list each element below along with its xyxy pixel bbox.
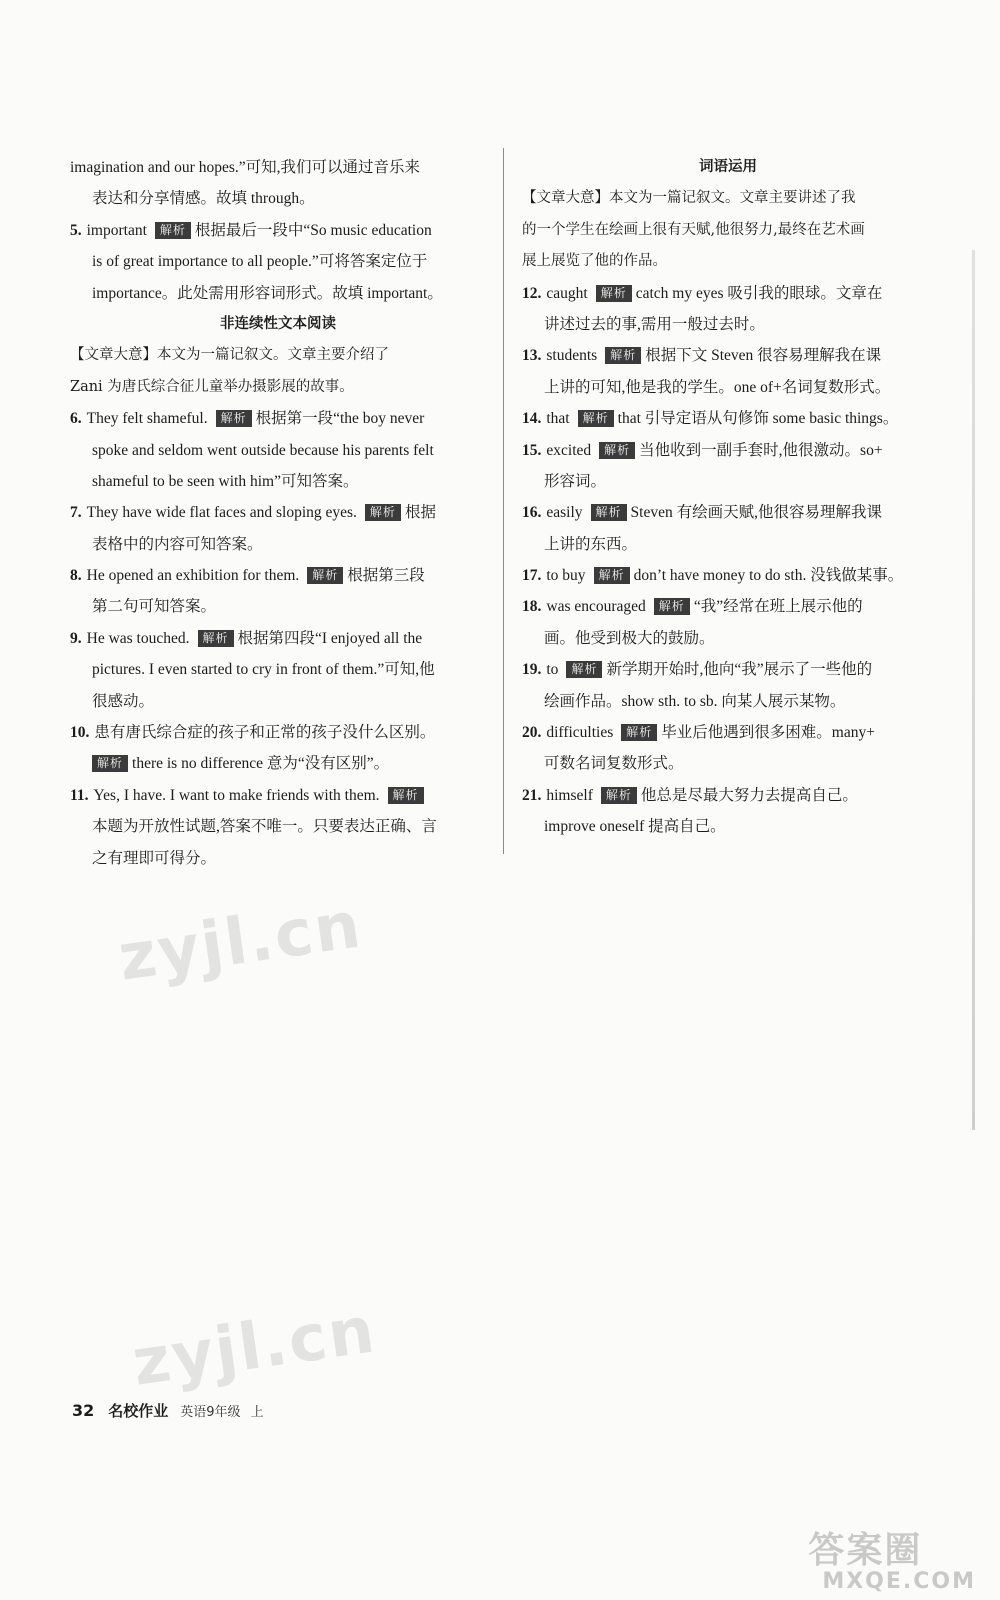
text-line: importance。此处需用形容词形式。故填 important。 xyxy=(92,284,443,302)
item-number: 10. xyxy=(70,724,90,742)
page-footer xyxy=(72,1400,264,1421)
answer-item-16 xyxy=(522,497,934,528)
analysis-text: there is no difference 意为“没有区别”。 xyxy=(132,755,390,773)
analysis-tag: 解析 xyxy=(605,347,641,364)
text-line: spoke and seldom went outside because his parents felt xyxy=(92,441,434,459)
analysis-tag: 解析 xyxy=(654,598,690,615)
item-number: 13. xyxy=(522,347,542,365)
analysis-text: “我”经常在班上展示他的 xyxy=(693,598,863,616)
text-line: 上讲的东西。 xyxy=(544,535,638,553)
article-summary: 的一个学生在绘画上很有天赋,他很努力,最终在艺术画 xyxy=(522,221,865,238)
right-column xyxy=(522,152,934,843)
analysis-tag: 解析 xyxy=(621,724,657,741)
answer-item-10 xyxy=(70,717,486,748)
item-number: 9. xyxy=(70,629,82,647)
section-title: 词语运用 xyxy=(699,159,757,175)
analysis-tag: 解析 xyxy=(92,755,128,772)
text-line: 绘画作品。show sth. to sb. 向某人展示某物。 xyxy=(544,692,846,710)
page-edge-shadow xyxy=(972,250,975,1130)
article-summary: 【文章大意】本文为一篇记叙文。文章主要介绍了 xyxy=(70,347,389,364)
analysis-tag: 解析 xyxy=(388,787,424,804)
item-number: 17. xyxy=(522,567,542,585)
analysis-text: 根据最后一段中“So music education xyxy=(194,221,432,239)
text-line: 第二句可知答案。 xyxy=(92,598,217,616)
answer-text: important xyxy=(86,221,147,239)
text-line: 画。他受到极大的鼓励。 xyxy=(544,629,715,647)
text-line: is of great importance to all people.”可将答案定位于 xyxy=(92,253,428,271)
text-line: shameful to be seen with him”可知答案。 xyxy=(92,472,359,490)
corner-logo-text: 答案圈 xyxy=(808,1530,923,1571)
text-line: 可数名词复数形式。 xyxy=(544,755,684,773)
answer-item-14 xyxy=(522,403,934,434)
analysis-text: 根据下文 Steven 很容易理解我在课 xyxy=(645,347,882,365)
answer-item-18 xyxy=(522,591,934,622)
article-summary: 【文章大意】本文为一篇记叙文。文章主要讲述了我 xyxy=(522,190,856,207)
text-line: 之有理即可得分。 xyxy=(92,849,217,867)
analysis-text: 当他收到一副手套时,他很激动。so+ xyxy=(639,441,883,459)
answer-item-12 xyxy=(522,278,934,309)
text-line: 本题为开放性试题,答案不唯一。只要表达正确、言 xyxy=(92,818,437,836)
answer-item-21 xyxy=(522,780,934,811)
answer-item-8 xyxy=(70,560,486,591)
text-line: improve oneself 提高自己。 xyxy=(544,818,726,836)
answer-item-13 xyxy=(522,340,934,371)
answer-text: They have wide flat faces and sloping eyes. xyxy=(86,504,357,522)
analysis-tag: 解析 xyxy=(198,630,234,647)
item-number: 11. xyxy=(70,786,89,804)
analysis-tag: 解析 xyxy=(599,442,635,459)
item-number: 18. xyxy=(522,598,542,616)
answer-text: difficulties xyxy=(546,724,614,742)
watermark-zyjl-mid: zyjl.cn xyxy=(114,888,367,996)
column-divider xyxy=(503,148,504,854)
answer-text: students xyxy=(546,347,598,365)
item-number: 15. xyxy=(522,441,542,459)
answer-text: caught xyxy=(546,284,588,302)
analysis-tag: 解析 xyxy=(594,567,630,584)
answer-text: He opened an exhibition for them. xyxy=(86,567,300,585)
analysis-text: don’t have money to do sth. 没钱做某事。 xyxy=(633,567,904,585)
analysis-tag: 解析 xyxy=(601,787,637,804)
text-line: 上讲的可知,他是我的学生。one of+名词复数形式。 xyxy=(544,378,891,396)
item-number: 20. xyxy=(522,724,542,742)
text-line: 表达和分享情感。故填 through。 xyxy=(92,190,315,208)
answer-text: They felt shameful. xyxy=(86,410,208,428)
left-column xyxy=(70,152,486,874)
answer-item-19 xyxy=(522,654,934,685)
answer-text: easily xyxy=(546,504,583,522)
answer-item-9 xyxy=(70,623,486,654)
analysis-text: 根据第三段 xyxy=(347,567,425,585)
analysis-text: catch my eyes 吸引我的眼球。文章在 xyxy=(635,284,883,302)
answer-text: to xyxy=(546,661,559,679)
article-summary: Zani 为唐氏综合征儿童举办摄影展的故事。 xyxy=(70,378,354,395)
answer-text: was encouraged xyxy=(546,598,646,616)
answer-item-20 xyxy=(522,717,934,748)
item-number: 19. xyxy=(522,661,542,679)
analysis-text: 新学期开始时,他向“我”展示了一些他的 xyxy=(606,661,873,679)
answer-text: Yes, I have. I want to make friends with them. xyxy=(93,786,380,804)
corner-logo-domain: MXQE.COM xyxy=(822,1569,976,1594)
text-line xyxy=(70,748,486,779)
analysis-text: 根据 xyxy=(404,504,436,522)
analysis-tag: 解析 xyxy=(591,504,627,521)
answer-item-6 xyxy=(70,403,486,434)
answer-text: He was touched. xyxy=(86,629,190,647)
text-line: 很感动。 xyxy=(92,692,155,710)
answer-text: excited xyxy=(546,441,592,459)
answer-item-15 xyxy=(522,435,934,466)
item-number: 6. xyxy=(70,410,82,428)
answer-item-7 xyxy=(70,497,486,528)
answer-text: to buy xyxy=(546,567,586,585)
answer-text: 患有唐氏综合症的孩子和正常的孩子没什么区别。 xyxy=(94,724,436,742)
answer-text: that xyxy=(546,410,570,428)
item-number: 7. xyxy=(70,504,82,522)
analysis-tag: 解析 xyxy=(155,222,191,239)
book-subject: 英语9年级 xyxy=(180,1405,241,1420)
answer-item-5 xyxy=(70,215,486,246)
analysis-text: 根据第一段“the boy never xyxy=(255,410,425,428)
answer-text: himself xyxy=(546,786,593,804)
item-number: 21. xyxy=(522,786,542,804)
page-number: 32 xyxy=(72,1401,95,1420)
analysis-tag: 解析 xyxy=(578,410,614,427)
text-line: imagination and our hopes.”可知,我们可以通过音乐来 xyxy=(70,159,420,176)
text-line: 讲述过去的事,需用一般过去时。 xyxy=(544,315,765,333)
analysis-tag: 解析 xyxy=(596,285,632,302)
section-title: 非连续性文本阅读 xyxy=(220,315,336,332)
text-line: 形容词。 xyxy=(544,472,607,490)
analysis-tag: 解析 xyxy=(216,410,252,427)
item-number: 8. xyxy=(70,567,82,585)
answer-item-17 xyxy=(522,560,934,591)
text-line: 表格中的内容可知答案。 xyxy=(92,535,263,553)
analysis-tag: 解析 xyxy=(566,661,602,678)
analysis-text: Steven 有绘画天赋,他很容易理解我课 xyxy=(630,504,882,522)
item-number: 16. xyxy=(522,504,542,522)
article-summary: 展上展览了他的作品。 xyxy=(522,253,667,270)
book-volume: 上 xyxy=(250,1405,264,1420)
analysis-text: 他总是尽最大努力去提高自己。 xyxy=(640,786,858,804)
analysis-text: 根据第四段“I enjoyed all the xyxy=(237,629,423,647)
item-number: 5. xyxy=(70,221,82,239)
text-line: pictures. I even started to cry in front of them.”可知,他 xyxy=(92,661,435,679)
book-brand: 名校作业 xyxy=(108,1402,169,1420)
answer-item-11 xyxy=(70,780,486,811)
corner-watermark-logo xyxy=(808,1522,976,1594)
analysis-tag: 解析 xyxy=(307,567,343,584)
item-number: 14. xyxy=(522,410,542,428)
analysis-text: that 引导定语从句修饰 some basic things。 xyxy=(617,410,899,428)
item-number: 12. xyxy=(522,284,542,302)
analysis-text: 毕业后他遇到很多困难。many+ xyxy=(661,724,875,742)
analysis-tag: 解析 xyxy=(365,504,401,521)
watermark-zyjl-low: zyjl.cn xyxy=(128,1293,381,1401)
